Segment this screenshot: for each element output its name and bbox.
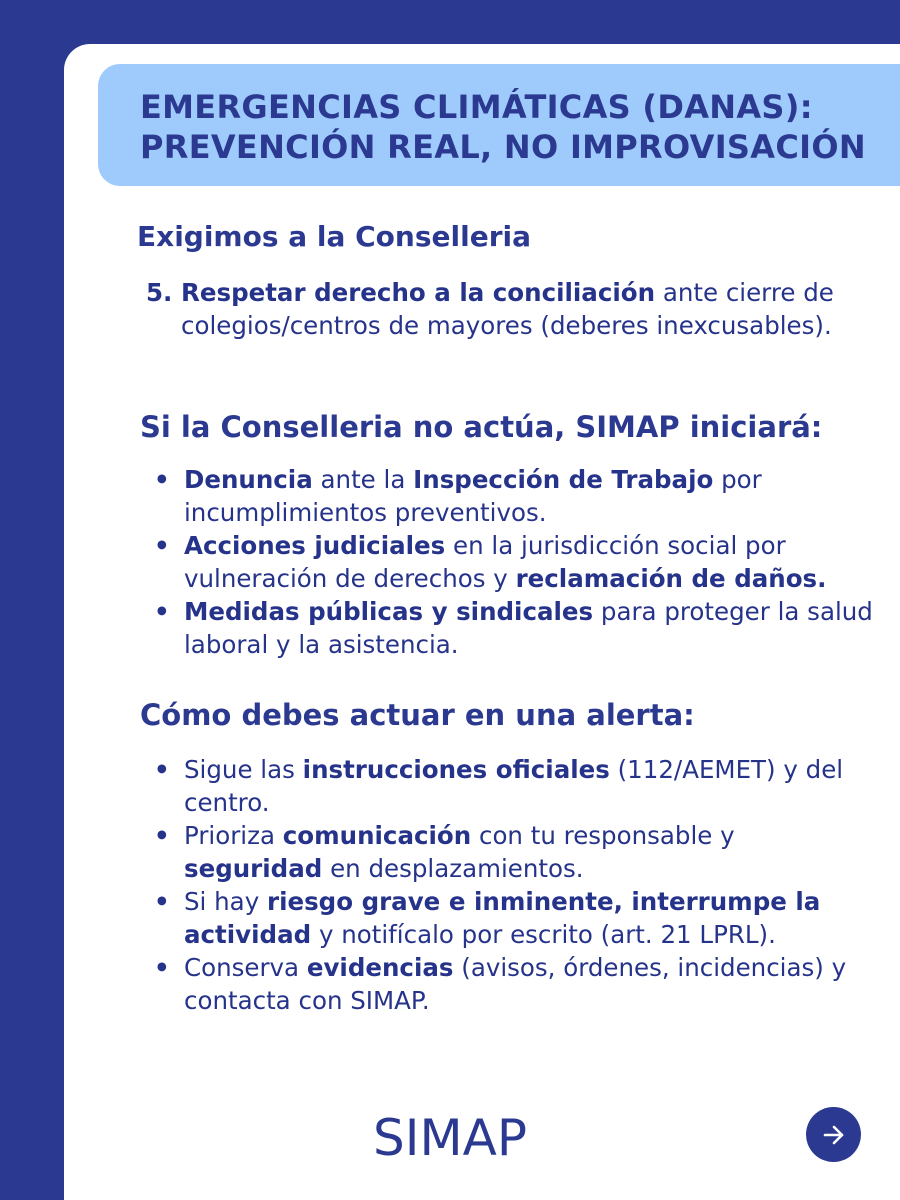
actions-list	[154, 463, 874, 661]
actions-heading: Si la Conselleria no actúa, SIMAP iniciará:	[140, 410, 823, 444]
bullet-icon: •	[154, 953, 170, 982]
arrow-right-icon	[819, 1120, 849, 1150]
text-segment: para proteger la salud laboral y la asistencia.	[184, 597, 873, 659]
requirement-number: 5.	[146, 278, 173, 307]
text-segment: (avisos, órdenes, incidencias) y contacta con SIMAP.	[184, 953, 847, 1015]
bold-text: evidencias	[306, 953, 454, 982]
bold-text: instrucciones oficiales	[302, 755, 610, 784]
text-segment: Sigue las	[184, 755, 303, 784]
list-item	[154, 463, 874, 529]
bold-text: Denuncia	[184, 465, 313, 494]
bold-text: Acciones judiciales	[184, 531, 446, 560]
header-banner	[98, 64, 900, 186]
bullet-icon: •	[154, 821, 170, 850]
bullet-icon: •	[154, 465, 170, 494]
next-button[interactable]	[806, 1107, 861, 1162]
list-item	[154, 529, 874, 595]
bold-text: riesgo grave e inminente, interrumpe la actividad	[184, 887, 821, 949]
requirement-item	[146, 276, 866, 342]
page-title-line-2: PREVENCIÓN REAL, NO IMPROVISACIÓN	[140, 128, 866, 166]
requirement-plain-text: ante cierre de colegios/centros de mayores (deberes inexcusables).	[181, 278, 834, 340]
text-segment: Si hay	[184, 887, 267, 916]
alert-guidance-heading: Cómo debes actuar en una alerta:	[140, 698, 695, 732]
list-item	[154, 753, 874, 819]
requirements-heading: Exigimos a la Conselleria	[137, 220, 531, 253]
brand-logo-text: SIMAP	[373, 1109, 527, 1167]
bullet-icon: •	[154, 531, 170, 560]
text-segment: y notifícalo por escrito (art. 21 LPRL).	[311, 920, 776, 949]
list-item-text	[184, 821, 735, 883]
list-item-text	[184, 531, 826, 593]
bold-text: comunicación	[282, 821, 472, 850]
list-item	[154, 595, 874, 661]
list-item	[154, 885, 874, 951]
text-segment: con tu responsable y	[471, 821, 735, 850]
text-segment: en desplazamientos.	[322, 854, 584, 883]
page-title	[140, 87, 900, 167]
bold-text: Medidas públicas y sindicales	[184, 597, 594, 626]
page-title-line-1: EMERGENCIAS CLIMÁTICAS (DANAS):	[140, 88, 813, 126]
alert-guidance-list	[154, 753, 874, 1017]
list-item-text	[184, 597, 873, 659]
list-item-text	[184, 953, 846, 1015]
requirement-text	[181, 276, 866, 342]
requirement-bold-text: Respetar derecho a la conciliación	[181, 278, 656, 307]
list-item	[154, 819, 874, 885]
bullet-icon: •	[154, 887, 170, 916]
bold-text: seguridad	[184, 854, 323, 883]
text-segment: Conserva	[184, 953, 307, 982]
text-segment: (112/AEMET) y del centro.	[184, 755, 844, 817]
text-segment: en la jurisdicción social por vulneración de derechos y	[184, 531, 786, 593]
text-segment: por incumplimientos preventivos.	[184, 465, 762, 527]
bullet-icon: •	[154, 755, 170, 784]
bold-text: reclamación de daños.	[515, 564, 827, 593]
text-segment: ante la	[312, 465, 414, 494]
bold-text: Inspección de Trabajo	[413, 465, 714, 494]
list-item-text	[184, 755, 843, 817]
list-item-text	[184, 887, 820, 949]
list-item	[154, 951, 874, 1017]
list-item-text	[184, 465, 762, 527]
text-segment: Prioriza	[184, 821, 283, 850]
bullet-icon: •	[154, 597, 170, 626]
